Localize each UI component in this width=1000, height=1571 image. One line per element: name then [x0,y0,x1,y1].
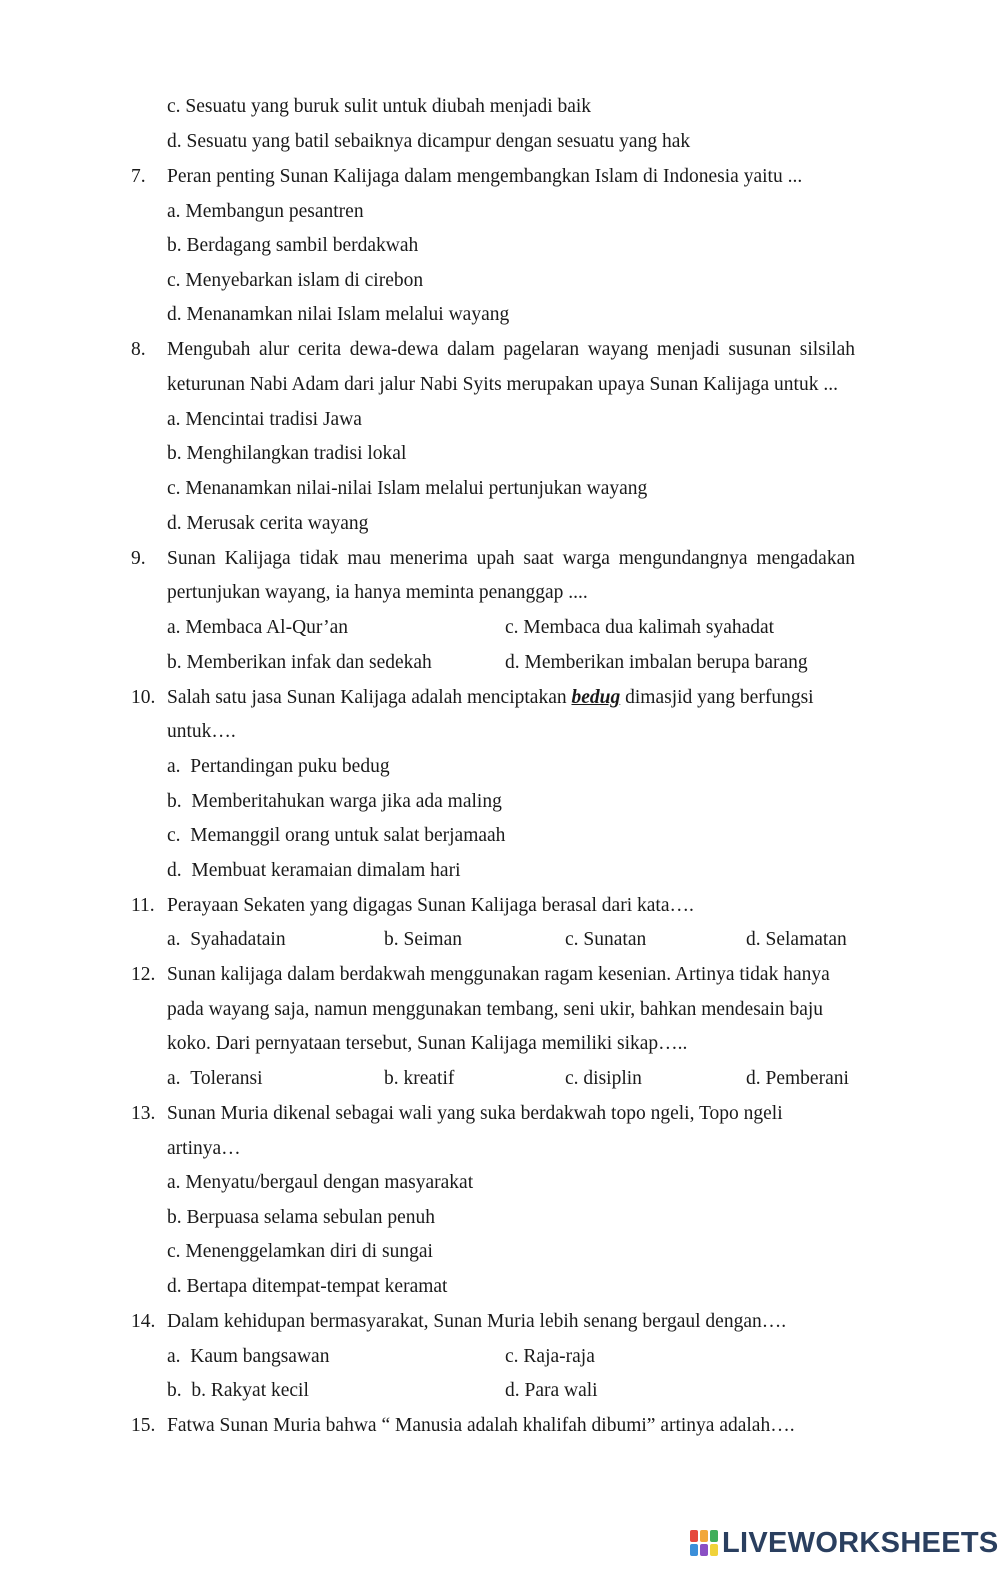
option-letter: d. [167,304,182,325]
q13-option-a [167,1171,473,1195]
option-letter: b. [167,235,182,256]
option-text: Sesuatu yang buruk sulit untuk diubah menjadi baik [185,96,592,117]
option-letter: a. [167,617,181,638]
option-letter: c. [167,825,181,846]
q13-option-b [167,1206,435,1230]
q10-option-b [167,790,502,814]
q10-question-line-2: untuk…. [167,721,236,742]
logo-block [710,1544,718,1556]
option-letter: a. [167,1346,181,1367]
q11-option-a [167,928,286,952]
option-letter: c. [167,270,181,291]
q9-option-b [167,651,432,675]
option-text: Mencintai tradisi Jawa [185,409,362,430]
q14-number: 14. [131,1311,156,1332]
q7-option-b [167,234,418,258]
keyword-bedug: bedug [571,687,621,708]
q8-option-b [167,442,406,466]
liveworksheets-logo[interactable] [690,1526,999,1560]
option-text: Menanamkan nilai Islam melalui wayang [186,304,510,325]
option-text: Menenggelamkan diri di sungai [185,1241,433,1262]
q12-option-c: c. disiplin [565,1068,642,1089]
q7-option-a [167,200,364,224]
question-text: Salah satu jasa Sunan Kalijaga adalah menciptakan [167,687,567,708]
q11-option-d: d. Selamatan [746,929,847,950]
q11-option-c: c. Sunatan [565,929,647,950]
q15-number: 15. [131,1415,156,1436]
option-letter: d. [167,1276,182,1297]
option-text: Berdagang sambil berdakwah [186,235,419,256]
option-text: Syahadatain [190,929,286,950]
q9-option-a [167,616,348,640]
option-letter: b. [167,791,182,812]
q10-number: 10. [131,687,156,708]
option-text: Kaum bangsawan [190,1346,330,1367]
q7-option-c [167,269,423,293]
q14-option-b [167,1379,309,1403]
q10-option-d [167,859,460,883]
option-text: Memberikan infak dan sedekah [186,652,432,673]
option-text: Membangun pesantren [185,201,364,222]
option-letter: c. [167,1241,181,1262]
option-text: b. Rakyat kecil [191,1380,309,1401]
option-letter: d. [505,652,520,673]
option-text: Bertapa ditempat-tempat keramat [186,1276,448,1297]
q7-option-d [167,303,509,327]
q12-option-b: b. kreatif [384,1068,455,1089]
q9-option-c [505,616,774,640]
q10-question-line-1 [167,686,814,710]
q8-question-line-1: Mengubah alur cerita dewa-dewa dalam pagelaran wayang menjadi susunan silsilah [167,339,855,360]
option-text: Berpuasa selama sebulan penuh [186,1207,436,1228]
option-letter: c. [505,617,519,638]
option-text: Membuat keramaian dimalam hari [191,860,461,881]
logo-block [690,1544,698,1556]
option-letter: b. [167,652,182,673]
option-text: Menanamkan nilai-nilai Islam melalui pertunjukan wayang [185,478,648,499]
option-text: Sesuatu yang batil sebaiknya dicampur dengan sesuatu yang hak [186,131,691,152]
option-text: Memberikan imbalan berupa barang [524,652,808,673]
q14-option-c: c. Raja-raja [505,1346,595,1367]
option-text: Toleransi [190,1068,263,1089]
q14-option-d: d. Para wali [505,1380,598,1401]
q12-question-line-1: Sunan kalijaga dalam berdakwah menggunakan ragam kesenian. Artinya tidak hanya [167,964,830,985]
q11-option-b: b. Seiman [384,929,462,950]
q13-option-d [167,1275,447,1299]
option-letter: b. [167,1207,182,1228]
option-letter: d. [167,860,182,881]
option-text: Pertandingan puku bedug [190,756,390,777]
logo-block [700,1544,708,1556]
option-letter: a. [167,1068,181,1089]
liveworksheets-logo-text: LIVEWORKSHEETS [722,1526,999,1559]
q12-option-d: d. Pemberani [746,1068,849,1089]
option-text: Menyebarkan islam di cirebon [185,270,424,291]
q9-question-line-1: Sunan Kalijaga tidak mau menerima upah saat warga mengundangnya mengadakan [167,548,855,569]
q12-question-line-3: koko. Dari pernyataan tersebut, Sunan Kalijaga memiliki sikap….. [167,1033,688,1054]
option-letter: b. [167,1380,182,1401]
option-letter: d. [167,513,182,534]
q8-number: 8. [131,339,146,360]
q8-question-line-2: keturunan Nabi Adam dari jalur Nabi Syits merupakan upaya Sunan Kalijaga untuk ... [167,374,838,395]
option-letter: a. [167,929,181,950]
option-letter: a. [167,409,181,430]
option-text: Menyatu/bergaul dengan masyarakat [185,1172,474,1193]
q14-question: Dalam kehidupan bermasyarakat, Sunan Muria lebih senang bergaul dengan…. [167,1311,787,1332]
q8-option-a [167,408,362,432]
option-letter: a. [167,1172,181,1193]
q8-option-d [167,512,368,536]
question-text: dimasjid yang berfungsi [625,687,814,708]
q9-number: 9. [131,548,146,569]
option-text: Merusak cerita wayang [186,513,369,534]
q13-question-line-1: Sunan Muria dikenal sebagai wali yang suka berdakwah topo ngeli, Topo ngeli [167,1103,783,1124]
option-text: Membaca dua kalimah syahadat [523,617,775,638]
q14-option-a [167,1345,329,1369]
q6-option-c [167,95,591,119]
q8-option-c [167,477,647,501]
option-letter: d. [167,131,182,152]
option-text: Membaca Al-Qur’an [185,617,349,638]
q6-option-d [167,130,690,154]
logo-block [700,1530,708,1542]
logo-block [710,1530,718,1542]
q12-question-line-2: pada wayang saja, namun menggunakan tembang, seni ukir, bahkan mendesain baju [167,999,824,1020]
q12-number: 12. [131,964,156,985]
q9-question-line-2: pertunjukan wayang, ia hanya meminta penanggap .... [167,582,588,603]
option-text: Menghilangkan tradisi lokal [186,443,407,464]
q10-option-c [167,824,505,848]
option-letter: a. [167,756,181,777]
q7-number: 7. [131,166,146,187]
option-text: Memanggil orang untuk salat berjamaah [190,825,506,846]
option-letter: c. [167,478,181,499]
q11-number: 11. [131,895,155,916]
q11-question: Perayaan Sekaten yang digagas Sunan Kalijaga berasal dari kata…. [167,895,694,916]
q10-option-a [167,755,390,779]
q13-option-c [167,1240,433,1264]
q9-option-d [505,651,808,675]
q7-question: Peran penting Sunan Kalijaga dalam mengembangkan Islam di Indonesia yaitu ... [167,166,803,187]
option-letter: c. [167,96,181,117]
option-text: Memberitahukan warga jika ada maling [191,791,502,812]
logo-block [690,1530,698,1542]
option-letter: b. [167,443,182,464]
liveworksheets-logo-icon [690,1530,718,1556]
q15-question: Fatwa Sunan Muria bahwa “ Manusia adalah khalifah dibumi” artinya adalah…. [167,1415,795,1436]
q13-question-line-2: artinya… [167,1138,241,1159]
q13-number: 13. [131,1103,156,1124]
q12-option-a [167,1067,263,1091]
option-letter: a. [167,201,181,222]
